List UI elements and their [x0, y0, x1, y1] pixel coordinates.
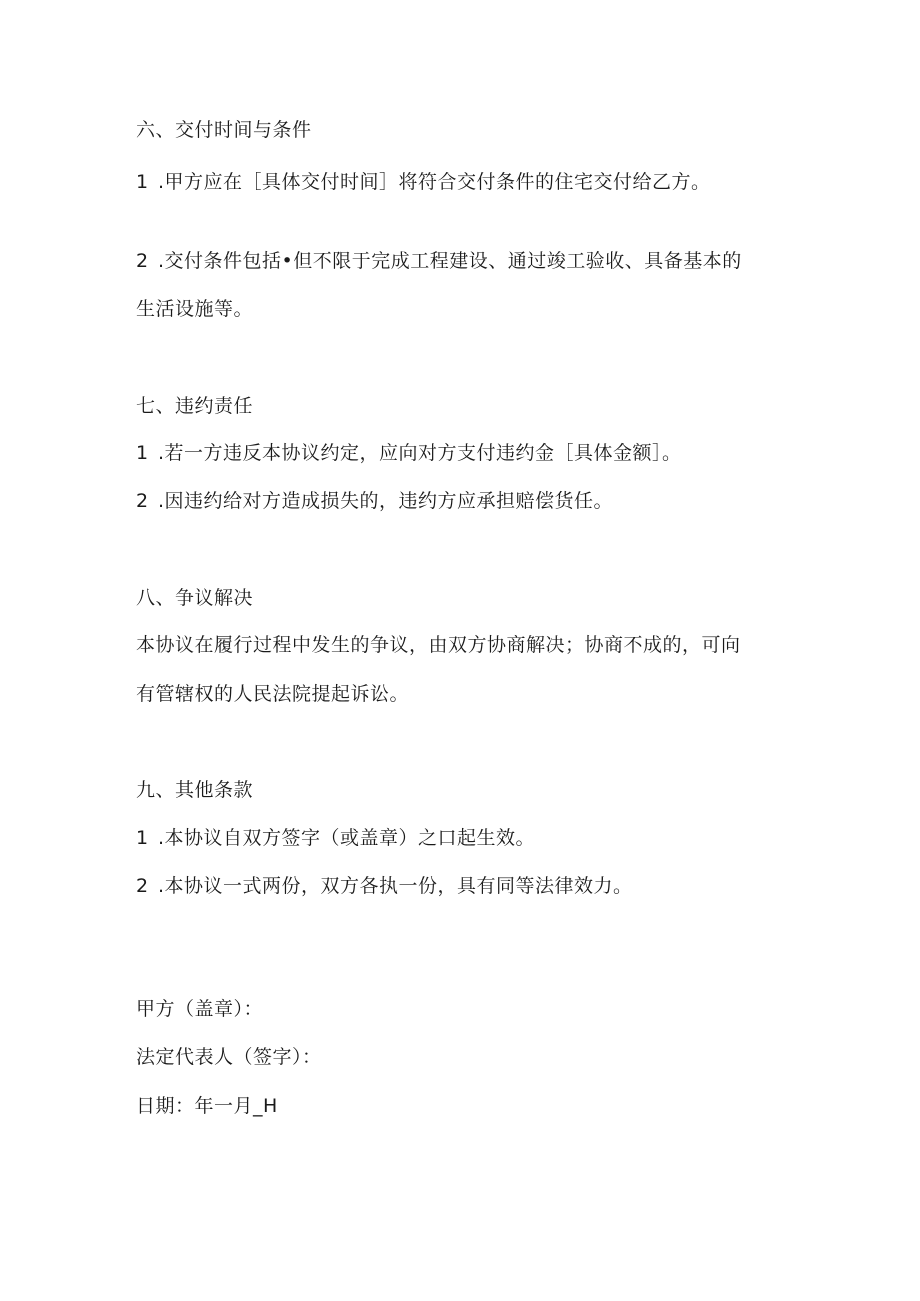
- section-heading-other: 九、其他条款: [136, 779, 254, 801]
- clause-other-1: [136, 826, 535, 850]
- legal-representative-label: 法定代表人（签字）：: [136, 1046, 322, 1068]
- clause-liability-2: [136, 489, 613, 513]
- clause-delivery-1: [136, 170, 711, 194]
- clause-text: .本协议自双方签字（或盖章）之口起生效。: [158, 827, 536, 849]
- clause-delivery-2-continuation: 生活设施等。: [136, 298, 254, 320]
- dispute-paragraph-line-2: 有管辖权的人民法院提起诉讼。: [136, 683, 410, 705]
- clause-number: 1: [136, 171, 149, 193]
- clause-text: .因违约给对方造成损失的，违约方应承担赔偿货任。: [158, 490, 614, 512]
- clause-other-2: [136, 874, 633, 898]
- clause-number: 2: [136, 490, 149, 512]
- clause-text: .交付条件包括•但不限于完成工程建设、通过竣工验收、具备基本的: [158, 250, 742, 272]
- clause-number: 1: [136, 442, 149, 464]
- section-heading-delivery: 六、交付时间与条件: [136, 119, 312, 141]
- clause-number: 1: [136, 827, 149, 849]
- clause-number: 2: [136, 250, 149, 272]
- clause-text: .甲方应在［具体交付时间］将符合交付条件的住宅交付给乙方。: [158, 171, 711, 193]
- dispute-paragraph-line-1: 本协议在履行过程中发生的争议，由双方协商解决；协商不成的，可向: [136, 634, 741, 656]
- clause-delivery-2: [136, 249, 742, 273]
- section-heading-liability: 七、违约责任: [136, 395, 254, 417]
- clause-number: 2: [136, 875, 149, 897]
- clause-liability-1: [136, 441, 682, 465]
- clause-text: .若一方违反本协议约定，应向对方支付违约金［具体金额］。: [158, 442, 682, 464]
- section-heading-dispute: 八、争议解决: [136, 587, 254, 609]
- clause-text: .本协议一式两份，双方各执一份，具有同等法律效力。: [158, 875, 633, 897]
- date-label: 日期：年一月_H: [136, 1095, 278, 1117]
- party-a-seal-label: 甲方（盖章）：: [136, 998, 264, 1020]
